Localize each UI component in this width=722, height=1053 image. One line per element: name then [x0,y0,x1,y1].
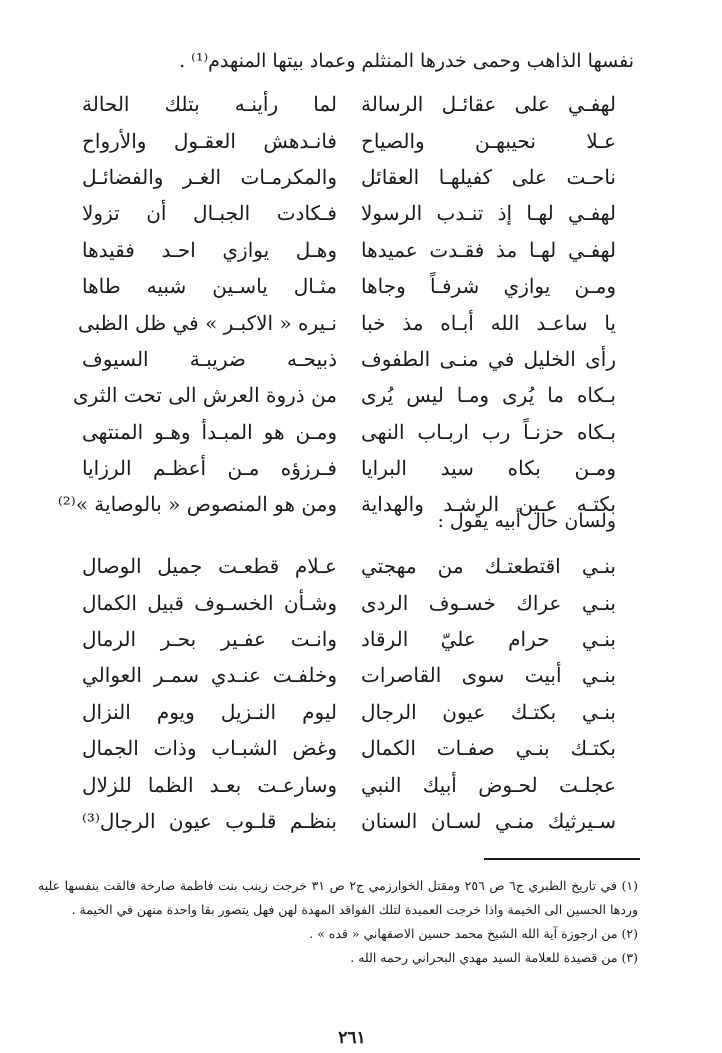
poem-verse [82,195,616,231]
intro-text-line: نفسها الذاهب وحمى خدرها المنثلم وعماد بيتها المنهدم⁽¹⁾ . [179,50,634,72]
hemistich-left: نـيره « الاكبـر » في ظل الظبى [77,310,337,335]
hemistich-right: سـيرثيك منـي لسـان السنان [361,808,616,833]
poem-verse [82,584,616,620]
poem-verse [82,766,616,802]
hemistich-right: بنـي عراك خسـوف الردى [361,590,616,615]
hemistich-left: وهـل يوازي احـد فقيدها [82,237,337,262]
hemistich-right: ومـن بكاه سيد البرايا [361,456,616,481]
hemistich-right: يا ساعـد الله أبـاه مذ خبا [361,310,616,335]
hemistich-left: وغض الشبـاب وذات الجمال [82,736,337,761]
poem-verse [82,657,616,693]
hemistich-left: ذبيحـه ضريبـة السيوف [82,346,337,371]
footnote-2: (٢) من ارجوزة آية الله الشيخ محمد حسين الاصفهاني « قده » . [309,926,638,941]
hemistich-right: بنـي اقتطعتـك من مهجتي [361,554,616,579]
hemistich-left: فـكادت الجبـال أن تزولا [82,201,337,226]
poem-verse [82,122,616,158]
hemistich-right: لهفـي لهـا إذ تنـدب الرسولا [361,201,616,226]
hemistich-right: بكتـك بنـي صفـات الكمال [361,736,616,761]
hemistich-left: بنظـم قلـوب عيون الرجال⁽³⁾ [82,808,337,833]
hemistich-right: بـكاه ما يُرى ومـا ليس يُرى [361,383,616,408]
hemistich-right: بـكاه حزنـاً رب اربـاب النهى [361,419,616,444]
poem-verse [82,450,616,486]
hemistich-right: بكتـه عـين الرشـد والهداية [361,492,616,517]
footnote-separator [484,858,640,860]
poem-verse [82,414,616,450]
poem-block-2 [82,548,616,839]
hemistich-right: عـلا نحيبهـن والصياح [361,128,616,153]
hemistich-right: ومـن يوازي شرفـاً وجاها [361,274,616,299]
page-number: ٢٦١ [338,1028,366,1048]
hemistich-left: فـرزؤه مـن أعظـم الرزايا [82,456,337,481]
hemistich-right: عجلـت لحـوض أبيك النبي [361,772,616,797]
hemistich-right: رأى الخليل في منـى الطفوف [361,346,616,371]
poem-verse [82,621,616,657]
poem-verse [82,232,616,268]
hemistich-left: وسارعـت بعـد الظما للزلال [82,772,337,797]
poem-verse [82,159,616,195]
poem-verse [82,341,616,377]
poem-verse [82,86,616,122]
footnotes [38,874,638,970]
hemistich-right: بنـي بكتـك عيون الرجال [361,699,616,724]
footnote-1: (١) في تاريخ الطبري ج٦ ص ٢٥٦ ومقتل الخوارزمي ج٢ ص ٣١ خرجت زينب بنت فاطمة صارخة فالقت بنفسها عليه وردها الحسين الى الخيمة واذا خرجت العميدة لتلك الفواقد المهدة لهن فهل يتصور بقا واحدة منهن في الخيمة . [38,878,639,917]
hemistich-left: وانـت عفـير بحـر الرمال [82,626,337,651]
speaker-intro-line: ولسان حال أبيه يقول : [437,510,616,532]
hemistich-right: لهفـي لهـا مذ فقـدت عميدها [361,237,616,262]
hemistich-left: ومن هو المنصوص « بالوصاية »⁽²⁾ [57,492,337,517]
poem-verse [82,730,616,766]
hemistich-left: من ذروة العرش الى تحت الثرى [73,383,337,408]
hemistich-left: وخلفـت عنـدي سمـر العوالي [82,663,337,688]
hemistich-left: ليوم النـزيل ويوم النزال [82,699,337,724]
hemistich-left: مثـال ياسـين شبيه طاها [82,274,337,299]
hemistich-right: ناحـت على كفيلهـا العقائل [361,164,616,189]
poem-block-1 [57,86,616,523]
poem-verse [82,694,616,730]
hemistich-left: عـلام قطعـت جميل الوصال [82,554,337,579]
hemistich-right: لهفـي على عقائـل الرسالة [361,92,616,117]
hemistich-left: وشـأن الخسـوف قبيل الكمال [82,590,337,615]
hemistich-left: والمكرمـات الغـر والفضائـل [82,164,337,189]
hemistich-left: لما رأينـه بتلك الحالة [82,92,337,117]
poem-verse [82,548,616,584]
footnote-3: (٣) من قصيدة للعلامة السيد مهدي البحراني رحمه الله . [350,950,638,965]
hemistich-right: بنـي حرام عليّ الرقاد [361,626,616,651]
poem-verse [77,304,616,340]
hemistich-right: بنـي أبيت سوى القاصرات [361,663,616,688]
poem-verse [82,268,616,304]
poem-verse [73,377,616,413]
hemistich-left: ومـن هو المبـدأ وهـو المنتهى [82,419,337,444]
hemistich-left: فانـدهش العقـول والأرواح [82,128,337,153]
poem-verse [82,803,616,839]
